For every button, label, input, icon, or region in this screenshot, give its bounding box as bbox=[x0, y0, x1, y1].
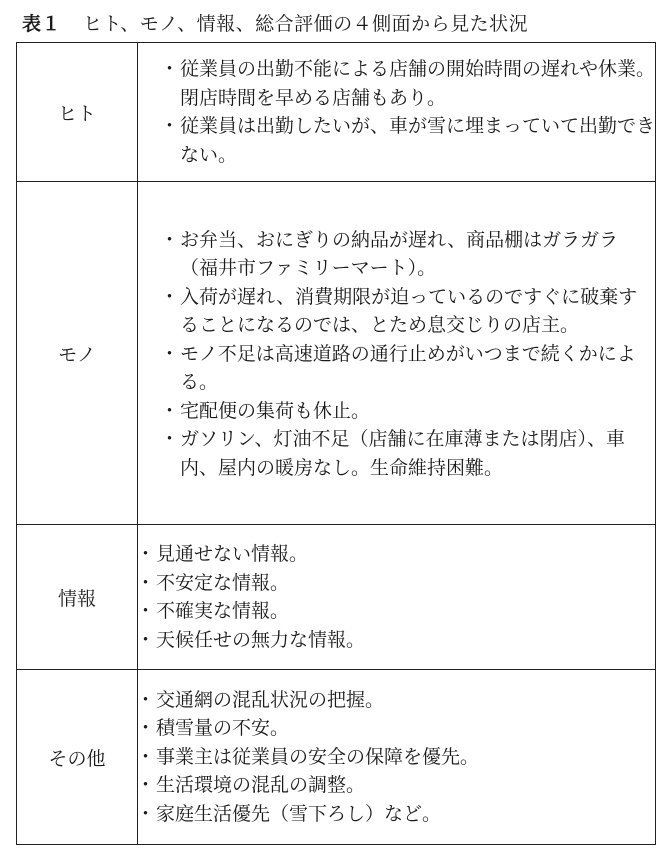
list-item: ・ 生活環境の混乱の調整。 bbox=[138, 771, 655, 800]
list-item: ・ お弁当、おにぎりの納品が遅れ、商品棚はガラガラ（福井市ファミリーマート）。 bbox=[162, 226, 655, 283]
content-cell bbox=[138, 182, 656, 525]
list-item: ・ 従業員は出勤したいが、車が雪に埋まっていて出勤できない。 bbox=[162, 112, 655, 169]
category-cell: ヒト bbox=[17, 43, 138, 182]
table-number: 表１ bbox=[22, 13, 62, 35]
list-item: ・ 交通網の混乱状況の把握。 bbox=[138, 686, 655, 715]
category-cell: モノ bbox=[17, 182, 138, 525]
list-item: ・ 積雪量の不安。 bbox=[138, 714, 655, 743]
bullet-list bbox=[138, 55, 655, 169]
list-item: ・ 宅配便の集荷も休止。 bbox=[162, 397, 655, 426]
bullet-list bbox=[138, 224, 655, 483]
category-cell: 情報 bbox=[17, 525, 138, 670]
table-row-mono bbox=[17, 182, 656, 525]
table-row-sonota bbox=[17, 670, 656, 845]
content-cell bbox=[138, 670, 656, 845]
bullet-list bbox=[138, 540, 655, 654]
content-cell bbox=[138, 43, 656, 182]
list-item: ・ 見通せない情報。 bbox=[138, 540, 655, 569]
category-cell: その他 bbox=[17, 670, 138, 845]
list-item: ・ 事業主は従業員の安全の保障を優先。 bbox=[138, 743, 655, 772]
list-item: ・ ガソリン、灯油不足（店舗に在庫薄または閉店）、車内、屋内の暖房なし。生命維持困難。 bbox=[162, 425, 655, 482]
list-item: ・ 家庭生活優先（雪下ろし）など。 bbox=[138, 800, 655, 829]
list-item: ・ 不安定な情報。 bbox=[138, 569, 655, 598]
list-item: ・ 不確実な情報。 bbox=[138, 597, 655, 626]
table-row-hito bbox=[17, 43, 656, 182]
list-item: ・ モノ不足は高速道路の通行止めがいつまで続くかによる。 bbox=[162, 340, 655, 397]
table-title: ヒト、モノ、情報、総合評価の４側面から見た状況 bbox=[83, 13, 529, 35]
content-cell bbox=[138, 525, 656, 670]
table-row-joho bbox=[17, 525, 656, 670]
bullet-list bbox=[138, 686, 655, 829]
list-item: ・ 従業員の出勤不能による店舗の開始時間の遅れや休業。閉店時間を早める店舗もあり。 bbox=[162, 55, 655, 112]
list-item: ・ 入荷が遅れ、消費期限が迫っているのですぐに破棄することになるのでは、とため息交じりの店主。 bbox=[162, 283, 655, 340]
situation-table bbox=[16, 42, 656, 845]
table-caption bbox=[22, 10, 528, 38]
list-item: ・ 天候任せの無力な情報。 bbox=[138, 626, 655, 655]
